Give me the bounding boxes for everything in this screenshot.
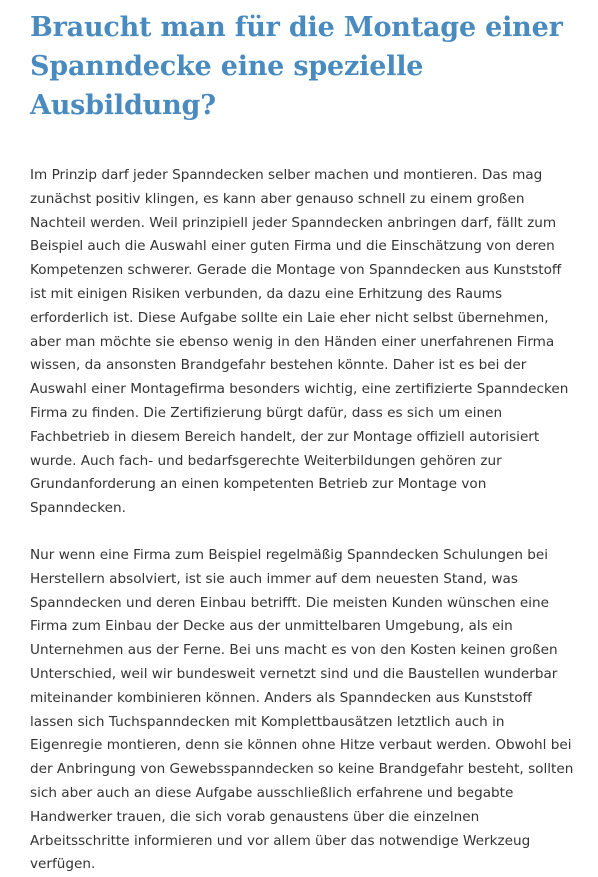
article-paragraph-2: Nur wenn eine Firma zum Beispiel regelmäßig Spanndecken Schulungen bei Herstellern absolviert, ist sie auch immer auf dem neuesten Stand, was Spanndecken und deren Einbau betrifft. Die meisten Kunden wünschen eine Firma zum Einbau der Decke aus der unmittelbaren Umgebung, als ein Unternehmen aus der Ferne. Bei uns macht es von den Kosten keinen großen Unterschied, weil wir bundesweit vernetzt sind und die Baustellen wunderbar miteinander kombinieren können. Anders als Spanndecken aus Kunststoff lassen sich Tuchspanndecken mit Komplettbausätzen letztlich auch in Eigenregie montieren, denn sie können ohne Hitze verbaut werden. Obwohl bei der Anbringung von Gewebsspanndecken so keine Brandgefahr besteht, sollten sich aber auch an diese Aufgabe ausschließlich erfahrene und begabte Handwerker trauen, die sich vorab genaustens über die einzelnen Arbeitsschritte informieren und vor allem über das notwendige Werkzeug verfügen. [30, 546, 574, 873]
article-paragraph-1: Im Prinzip darf jeder Spanndecken selber machen und montieren. Das mag zunächst positiv klingen, es kann aber genauso schnell zu einem großen Nachteil werden. Weil prinzipiell jeder Spanndecken anbringen darf, fällt zum Beispiel auch die Auswahl einer guten Firma und die Einschätzung von deren Kompetenzen schwerer. Gerade die Montage von Spanndecken aus Kunststoff ist mit einigen Risiken verbunden, da dazu eine Erhitzung des Raums erforderlich ist. Diese Aufgabe sollte ein Laie eher nicht selbst übernehmen, aber man möchte sie ebenso wenig in den Händen einer unerfahrenen Firma wissen, da ansonsten Brandgefahr bestehen könnte. Daher ist es bei der Auswahl einer Montagefirma besonders wichtig, eine zertifizierte Spanndecken Firma zu finden. Die Zertifizierung bürgt dafür, dass es sich um einen Fachbetrieb in diesem Bereich handelt, der zur Montage offiziell autorisiert wurde. Auch fach- und bedarfsgerechte Weiterbildungen gehören zur Grundanforderung an einen kompetenten Betrieb zur Montage von Spanndecken. [30, 167, 569, 517]
article [30, 8, 578, 877]
article-heading: Braucht man für die Montage einer Spanndecke eine spezielle Ausbildung? [30, 12, 563, 121]
